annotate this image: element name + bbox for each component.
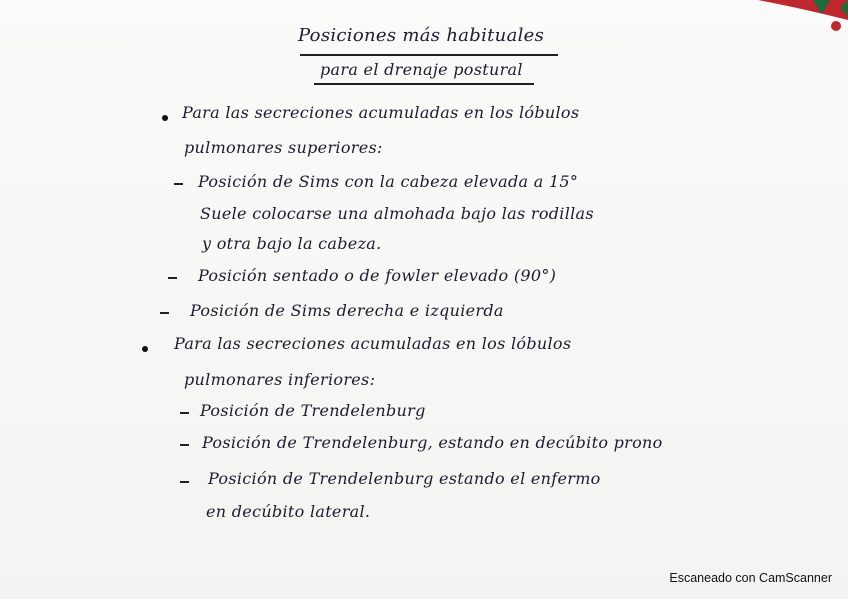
dash-item [180,444,189,446]
section-1-heading-cont: pulmonares superiores: [184,138,383,157]
section-2-item-3-cont: en decúbito lateral. [206,502,371,521]
title-underline [300,54,558,56]
section-1-heading: Para las secreciones acumuladas en los lóbulos [182,103,580,122]
dash-item [180,481,189,483]
corner-decoration [718,0,848,40]
section-1-item-3: Posición de Sims derecha e izquierda [190,301,504,320]
section-1-item-1: Posición de Sims con la cabeza elevada a 15° [198,172,579,191]
bullet-section-2 [142,346,148,352]
page-title: Posiciones más habituales [298,25,545,46]
subtitle-underline [314,83,534,85]
section-1-item-1-cont: Suele colocarse una almohada bajo las rodillas [200,204,594,223]
section-2-item-1: Posición de Trendelenburg [200,401,426,420]
scanner-watermark: Escaneado con CamScanner [669,571,832,585]
section-2-heading: Para las secreciones acumuladas en los lóbulos [174,334,572,353]
section-2-item-2: Posición de Trendelenburg, estando en decúbito prono [202,433,663,452]
dash-item [180,412,189,414]
page-subtitle: para el drenaje postural [320,60,523,79]
corner-decoration-icon [718,0,848,40]
section-2-heading-cont: pulmonares inferiores: [184,370,376,389]
dash-item [160,312,169,314]
section-1-item-1-cont2: y otra bajo la cabeza. [202,234,382,253]
dash-item [174,183,183,185]
section-1-item-2: Posición sentado o de fowler elevado (90°) [198,266,557,285]
dash-item [168,277,177,279]
bullet-section-1 [162,115,168,121]
section-2-item-3: Posición de Trendelenburg estando el enfermo [208,469,601,488]
